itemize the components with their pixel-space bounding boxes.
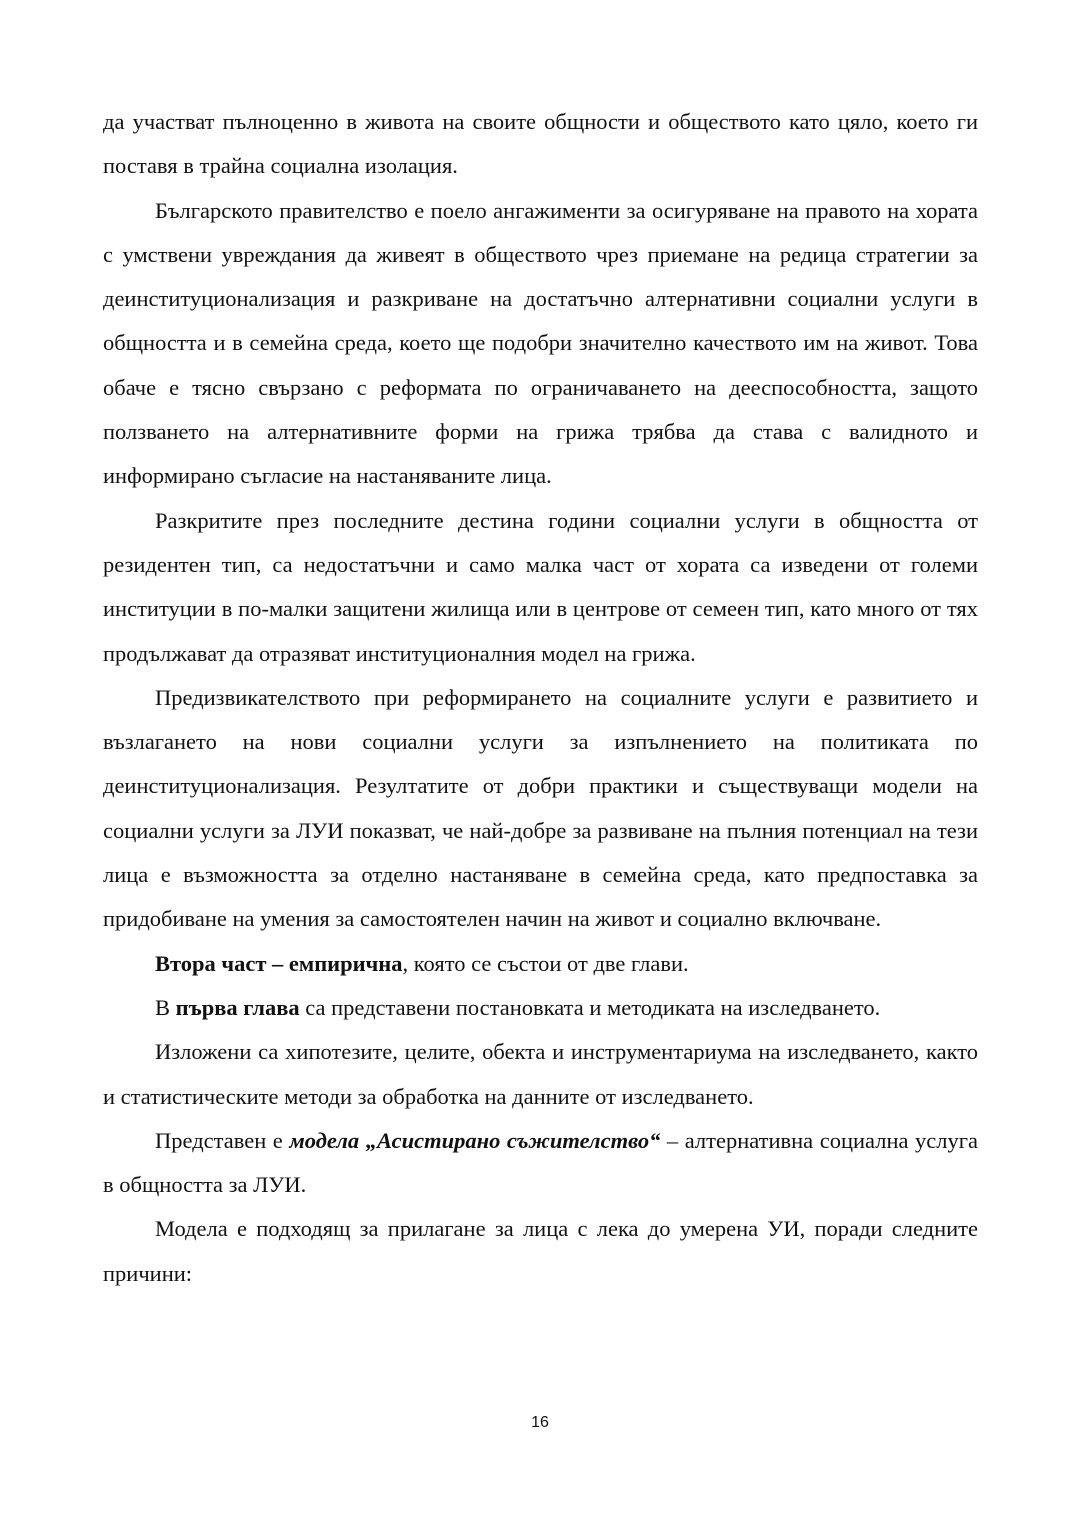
paragraph-8-rest: – алтернативна социална услуга в общността за ЛУИ.	[103, 1127, 978, 1198]
body-text	[103, 100, 978, 1296]
paragraph-6-rest: са представени постановката и методиката на изследването.	[299, 994, 881, 1020]
paragraph-7: Изложени са хипотезите, целите, обекта и инструментариума на изследването, както и статистическите методи за обработка на данните от изследването.	[103, 1039, 978, 1109]
paragraph-4: Предизвикателството при реформирането на социалните услуги е развитието и възлагането на нови социални услуги за изпълнението на политиката по деинституционализация. Резултатите от добри практики и съществуващи модели на социални услуги за ЛУИ показват, че най-добре за развиване на пълния потенциал на тези лица е възможността за отделно настаняване в семейна среда, като предпоставка за придобиване на умения за самостоятелен начин на живот и социално включване.	[103, 684, 978, 932]
paragraph-8-prefix: Представен е	[155, 1127, 290, 1153]
model-name: модела „Асистирано съжителство“	[289, 1127, 661, 1153]
paragraph-3: Разкритите през последните дестина години социални услуги в общността от резидентен тип, са недостатъчни и само малка част от хората са изведени от големи институции в по-малки защитени жилища или в центрове от семеен тип, като много от тях продължават да отразяват институционалния модел на грижа.	[103, 507, 978, 666]
chapter-one-label: първа глава	[175, 994, 300, 1020]
paragraph-6	[103, 986, 978, 1030]
paragraph-5	[103, 942, 978, 986]
paragraph-6-prefix: В	[155, 994, 176, 1020]
paragraph-1: да участват пълноценно в живота на своите общности и обществото като цяло, което ги поставя в трайна социална изолация.	[103, 109, 978, 179]
paragraph-2: Българското правителство е поело ангажименти за осигуряване на правото на хората с умствени увреждания да живеят в обществото чрез приемане на редица стратегии за деинституционализация и разкриване на достатъчно алтернативни социални услуги в общността и в семейна среда, което ще подобри значително качеството им на живот. Това обаче е тясно свързано с реформата по ограничаването на дееспособността, защото ползването на алтернативните форми на грижа трябва да става с валидното и информирано съгласие на настаняваните лица.	[103, 197, 978, 489]
section-heading-empirical: Втора част – емпирична	[155, 950, 403, 976]
paragraph-8	[103, 1119, 978, 1208]
page-number: 16	[531, 1414, 549, 1431]
paragraph-5-rest: , която се състои от две глави.	[402, 950, 689, 976]
paragraph-9: Модела е подходящ за прилагане за лица с лека до умерена УИ, поради следните причини:	[103, 1216, 978, 1286]
